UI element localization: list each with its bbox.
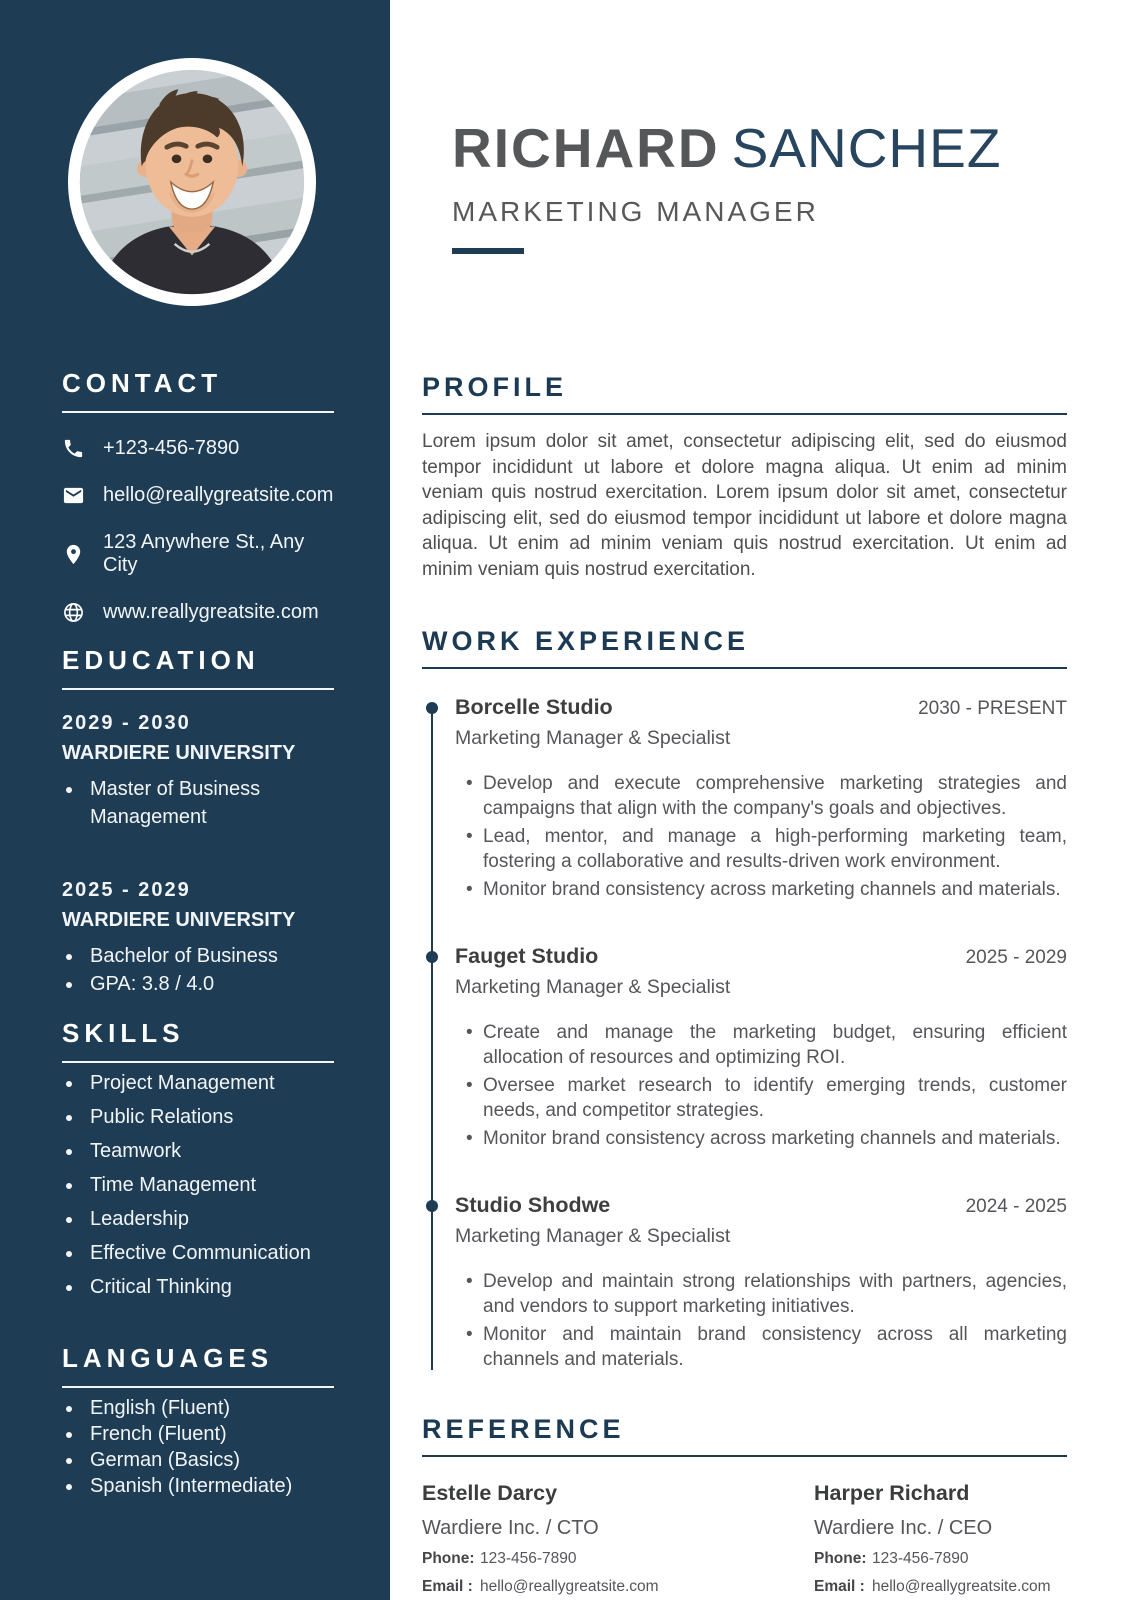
- job-bullet-list: [455, 1269, 1067, 1372]
- work-experience-heading: WORK EXPERIENCE: [422, 626, 750, 656]
- job-role: Marketing Manager & Specialist: [455, 1225, 731, 1247]
- reference-email-row: [422, 1578, 814, 1596]
- profile-heading: PROFILE: [422, 372, 568, 402]
- contact-item-phone: [62, 437, 334, 460]
- education-entry: [62, 712, 334, 831]
- education-years: 2025 - 2029: [62, 879, 191, 901]
- work-experience-divider: [422, 667, 1067, 669]
- language-item: • German (Basics): [84, 1450, 334, 1470]
- education-degree: • Master of Business Management: [84, 775, 334, 831]
- job-header: [455, 944, 1067, 969]
- languages-divider: [62, 1386, 334, 1388]
- job-dates: 2024 - 2025: [965, 1196, 1067, 1217]
- job-header: [455, 695, 1067, 720]
- reference-email-label: Email :: [814, 1578, 865, 1595]
- language-item: • English (Fluent): [84, 1398, 334, 1418]
- skill-item: • Project Management: [84, 1073, 334, 1093]
- contact-item-email: [62, 484, 334, 507]
- header: [452, 116, 1067, 254]
- skills-section: [62, 1018, 334, 1311]
- reference-person: [422, 1481, 814, 1596]
- reference-email-row: [814, 1578, 1067, 1596]
- skill-item: • Effective Communication: [84, 1243, 334, 1263]
- languages-heading: LANGUAGES: [62, 1343, 274, 1373]
- languages-section: [62, 1343, 334, 1502]
- education-years: 2029 - 2030: [62, 712, 191, 734]
- job-bullet: • Monitor brand consistency across marketing channels and materials.: [483, 1126, 1067, 1151]
- education-divider: [62, 688, 334, 690]
- website-icon: [62, 601, 85, 624]
- skill-item: • Leadership: [84, 1209, 334, 1229]
- skills-divider: [62, 1061, 334, 1063]
- reference-company: Wardiere Inc. / CEO: [814, 1517, 993, 1539]
- phone-icon: [62, 437, 85, 460]
- contact-address: 123 Anywhere St., Any City: [103, 531, 305, 576]
- language-item: • French (Fluent): [84, 1424, 334, 1444]
- job-dates: 2025 - 2029: [965, 947, 1067, 968]
- job-bullet: • Lead, mentor, and manage a high-performing marketing team, fostering a collaborative and results-driven work environment.: [483, 824, 1067, 874]
- job-company: Fauget Studio: [455, 944, 599, 968]
- job-header: [455, 1193, 1067, 1218]
- reference-phone-row: [422, 1550, 814, 1568]
- profile-photo-illustration: [76, 66, 308, 298]
- reference-person: [814, 1481, 1067, 1596]
- education-school: WARDIERE UNIVERSITY: [62, 742, 296, 764]
- sidebar: [0, 0, 390, 1600]
- job-bullet: • Monitor brand consistency across marketing channels and materials.: [483, 877, 1067, 902]
- skill-item: • Teamwork: [84, 1141, 334, 1161]
- reference-email: hello@reallygreatsite.com: [872, 1578, 1051, 1595]
- reference-name: Estelle Darcy: [422, 1481, 558, 1505]
- languages-list: [62, 1398, 334, 1496]
- reference-phone: 123-456-7890: [480, 1550, 577, 1567]
- reference-heading: REFERENCE: [422, 1414, 625, 1444]
- education-school: WARDIERE UNIVERSITY: [62, 909, 296, 931]
- reference-company: Wardiere Inc. / CTO: [422, 1517, 599, 1539]
- title-accent-bar: [452, 248, 524, 254]
- contact-section: [62, 368, 334, 624]
- contact-heading: CONTACT: [62, 368, 223, 398]
- reference-phone-label: Phone:: [814, 1550, 867, 1567]
- work-experience-section: [422, 626, 1067, 1372]
- contact-website: www.reallygreatsite.com: [103, 601, 319, 623]
- reference-phone-label: Phone:: [422, 1550, 475, 1567]
- job-entry-shodwe: [422, 1193, 1067, 1372]
- reference-email: hello@reallygreatsite.com: [480, 1578, 659, 1595]
- last-name: SANCHEZ: [731, 117, 1002, 179]
- job-bullet-list: [455, 771, 1067, 902]
- main-column: [390, 0, 1131, 1596]
- job-bullet-list: [455, 1020, 1067, 1151]
- job-bullet: • Develop and execute comprehensive marketing strategies and campaigns that align with the company's goals and objectives.: [483, 771, 1067, 821]
- reference-name: Harper Richard: [814, 1481, 970, 1505]
- contact-email: hello@reallygreatsite.com: [103, 484, 334, 506]
- job-company: Borcelle Studio: [455, 695, 613, 719]
- contact-divider: [62, 411, 334, 413]
- email-icon: [62, 484, 85, 507]
- skills-list: [62, 1073, 334, 1297]
- contact-phone: +123-456-7890: [103, 437, 240, 459]
- skill-item: • Critical Thinking: [84, 1277, 334, 1297]
- job-bullet: • Monitor and maintain brand consistency across all marketing channels and materials.: [483, 1322, 1067, 1372]
- job-bullet: • Develop and maintain strong relationships with partners, agencies, and vendors to support marketing initiatives.: [483, 1269, 1067, 1319]
- contact-item-address: [62, 531, 334, 577]
- education-heading: EDUCATION: [62, 645, 260, 675]
- education-degree-list: [62, 775, 334, 831]
- reference-divider: [422, 1455, 1067, 1457]
- job-company: Studio Shodwe: [455, 1193, 611, 1217]
- profile-divider: [422, 413, 1067, 415]
- reference-phone-row: [814, 1550, 1067, 1568]
- reference-grid: [422, 1481, 1067, 1596]
- skill-item: • Public Relations: [84, 1107, 334, 1127]
- reference-section: [422, 1414, 1067, 1596]
- education-degree-list: [62, 942, 334, 998]
- first-name: RICHARD: [452, 117, 720, 179]
- person-name: [452, 116, 1067, 180]
- job-dates: 2030 - PRESENT: [918, 698, 1067, 719]
- job-entry-borcelle: [422, 695, 1067, 902]
- profile-photo: [68, 58, 316, 306]
- education-degree: • Bachelor of Business: [84, 942, 334, 970]
- job-role: Marketing Manager & Specialist: [455, 727, 731, 749]
- job-bullet: • Create and manage the marketing budget, ensuring efficient allocation of resources and optimizing ROI.: [483, 1020, 1067, 1070]
- job-role: Marketing Manager & Specialist: [455, 976, 731, 998]
- job-bullet: • Oversee market research to identify emerging trends, customer needs, and competitor strategies.: [483, 1073, 1067, 1123]
- skill-item: • Time Management: [84, 1175, 334, 1195]
- contact-item-website: [62, 601, 334, 624]
- profile-section: [422, 372, 1067, 582]
- location-icon: [62, 543, 85, 566]
- job-list: [422, 695, 1067, 1372]
- job-entry-fauget: [422, 944, 1067, 1151]
- reference-phone: 123-456-7890: [872, 1550, 969, 1567]
- education-gpa: • GPA: 3.8 / 4.0: [84, 970, 334, 998]
- job-title: MARKETING MANAGER: [452, 196, 819, 227]
- language-item: • Spanish (Intermediate): [84, 1476, 334, 1496]
- education-section: [62, 645, 334, 998]
- skills-heading: SKILLS: [62, 1018, 185, 1048]
- education-entry: [62, 879, 334, 998]
- profile-text: Lorem ipsum dolor sit amet, consectetur adipiscing elit, sed do eiusmod tempor incididunt ut labore et dolore magna aliqua. Ut enim ad minim veniam quis nostrud exercitation. Lorem ipsum dolor sit amet, consectetur adipiscing elit, sed do eiusmod tempor incididunt ut labore et dolore magna aliqua. Ut enim ad minim veniam quis nostrud exercitation. Ut enim ad minim veniam quis nostrud exercitation.: [422, 431, 1067, 580]
- reference-email-label: Email :: [422, 1578, 473, 1595]
